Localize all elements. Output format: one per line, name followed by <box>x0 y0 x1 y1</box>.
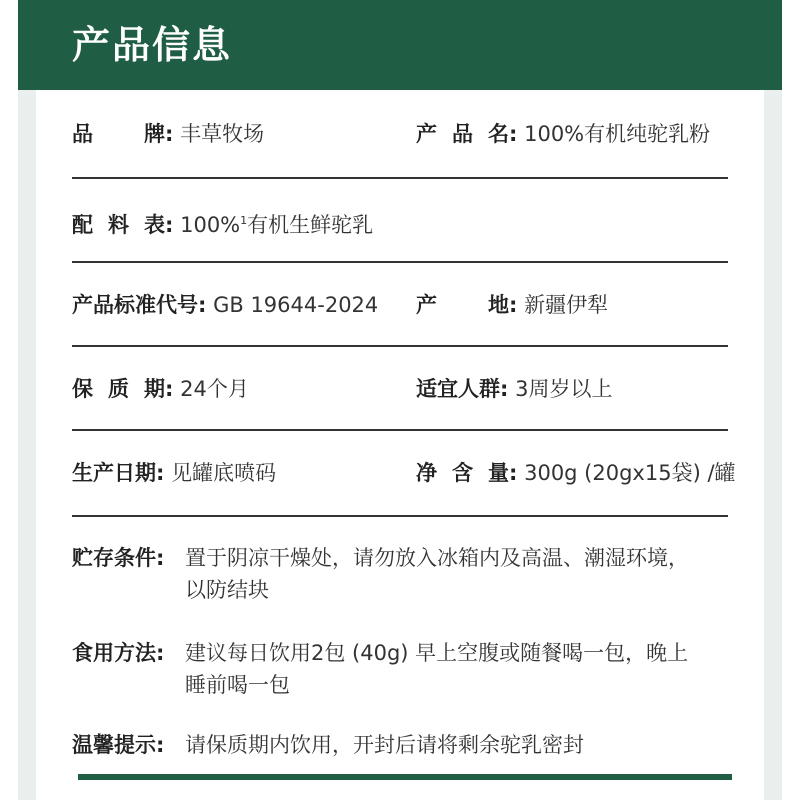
net-content-value: 300g (20gx15袋) /罐 <box>524 461 736 485</box>
standard-label: 产品标准代号: <box>72 293 207 317</box>
brand-value: 丰草牧场 <box>180 122 265 146</box>
brand-label-char-2: 牌: <box>144 122 174 146</box>
usage-value <box>185 637 737 701</box>
storage-value-line-2: 以防结块 <box>185 578 269 602</box>
product-name-label-char-2: 品 <box>452 122 473 146</box>
production-date-field <box>72 457 276 489</box>
divider <box>72 261 728 263</box>
shelf-life-label-char-2: 质 <box>108 377 129 401</box>
shelf-life-label-char-3: 期: <box>144 377 174 401</box>
usage-label: 食用方法: <box>72 641 165 665</box>
suitable-for-value: 3周岁以上 <box>515 377 613 401</box>
storage-value-line-1: 置于阴凉干燥处，请勿放入冰箱内及高温、潮湿环境， <box>185 546 689 570</box>
divider <box>72 177 728 179</box>
product-name-value: 100%有机纯驼乳粉 <box>524 122 711 146</box>
right-side-strip <box>764 90 782 800</box>
bottom-bar <box>78 774 732 780</box>
ingredients-value-percent: 100% <box>180 213 241 237</box>
ingredients-label-char-3: 表: <box>144 213 174 237</box>
storage-value <box>185 542 737 606</box>
brand-field <box>72 118 264 150</box>
tips-label: 温馨提示: <box>72 733 165 757</box>
shelf-life-label-char-1: 保 <box>72 377 93 401</box>
left-side-strip <box>18 90 36 800</box>
origin-value: 新疆伊犁 <box>524 293 609 317</box>
product-name-field <box>416 118 710 150</box>
ingredients-value <box>180 213 373 237</box>
net-content-field <box>416 457 736 489</box>
standard-field <box>72 289 378 321</box>
ingredients-value-text: 有机生鲜驼乳 <box>247 213 374 237</box>
storage-label: 贮存条件: <box>72 546 165 570</box>
product-name-label-char-3: 名: <box>488 122 518 146</box>
origin-field <box>416 289 608 321</box>
tips-value: 请保质期内饮用，开封后请将剩余驼乳密封 <box>185 733 584 757</box>
production-date-value: 见罐底喷码 <box>171 461 277 485</box>
brand-label-char-1: 品 <box>72 122 93 146</box>
shelf-life-value: 24个月 <box>180 377 249 401</box>
usage-value-line-1: 建议每日饮用2包 (40g) 早上空腹或随餐喝一包，晚上 <box>185 641 689 665</box>
origin-label-char-1: 产 <box>416 293 437 317</box>
ingredients-label-char-2: 料 <box>108 213 129 237</box>
net-content-label-char-3: 量: <box>488 461 518 485</box>
divider <box>72 345 728 347</box>
divider <box>72 429 728 431</box>
ingredients-field <box>72 205 373 241</box>
production-date-label: 生产日期: <box>72 461 165 485</box>
suitable-for-field <box>416 373 612 405</box>
page-title: 产品信息 <box>72 23 233 67</box>
suitable-for-label: 适宜人群: <box>416 377 509 401</box>
standard-value: GB 19644-2024 <box>213 293 379 317</box>
net-content-label-char-1: 净 <box>416 461 437 485</box>
net-content-label-char-2: 含 <box>452 461 473 485</box>
origin-label-char-2: 地: <box>488 293 518 317</box>
divider <box>72 515 728 517</box>
ingredients-label-char-1: 配 <box>72 213 93 237</box>
product-name-label-char-1: 产 <box>416 122 437 146</box>
usage-value-line-2: 睡前喝一包 <box>185 673 290 697</box>
ingredients-footnote-mark: 1 <box>240 214 248 227</box>
shelf-life-field <box>72 373 249 405</box>
